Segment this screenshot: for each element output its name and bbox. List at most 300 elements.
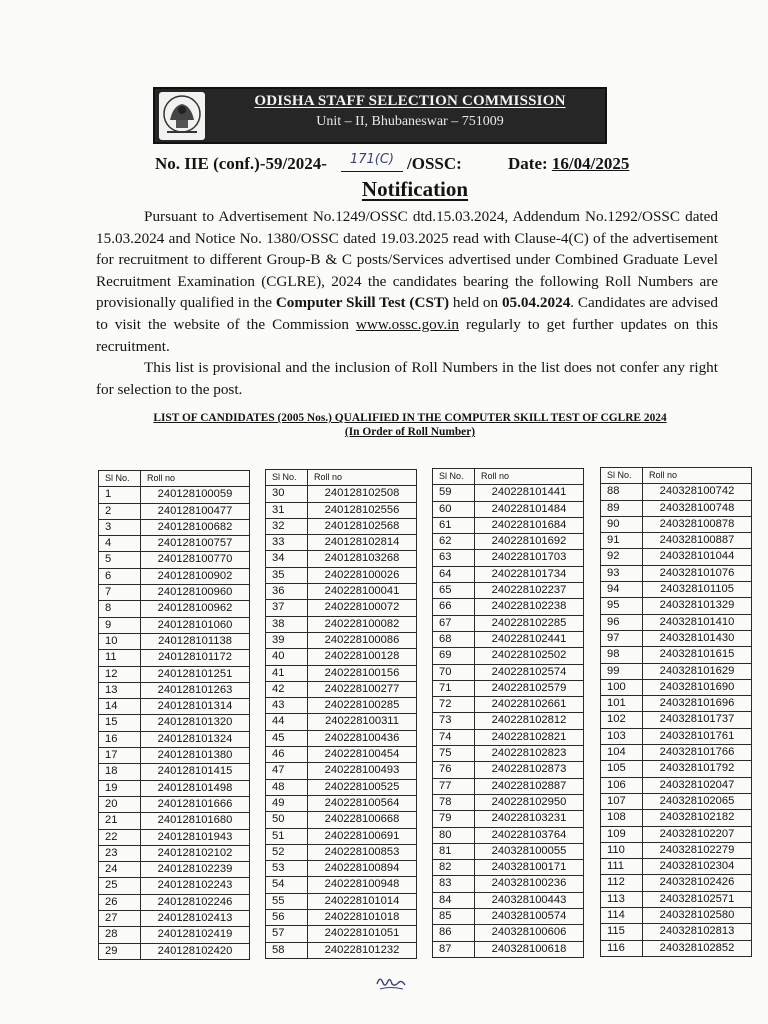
serial-number: 81 — [433, 843, 475, 859]
roll-number: 240328101690 — [643, 679, 752, 695]
serial-number: 32 — [266, 518, 308, 534]
table-row — [601, 761, 752, 777]
serial-number: 43 — [266, 698, 308, 714]
roll-number: 240328101696 — [643, 696, 752, 712]
reference-number: No. IIE (conf.)-59/2024- — [155, 154, 327, 173]
table-row — [266, 730, 417, 746]
table-row — [99, 601, 250, 617]
roll-number: 240228100086 — [308, 632, 417, 648]
table-row — [266, 567, 417, 583]
serial-number: 44 — [266, 714, 308, 730]
serial-number: 6 — [99, 568, 141, 584]
roll-number: 240328102571 — [643, 891, 752, 907]
table-row — [433, 860, 584, 876]
table-header — [99, 471, 250, 487]
table-row — [266, 942, 417, 958]
roll-number: 240328102207 — [643, 826, 752, 842]
roll-number: 240128102102 — [141, 845, 250, 861]
serial-number: 76 — [433, 762, 475, 778]
serial-number: 12 — [99, 666, 141, 682]
table-row — [601, 582, 752, 598]
table-row — [266, 681, 417, 697]
roll-number: 240228102887 — [475, 778, 584, 794]
serial-number: 8 — [99, 601, 141, 617]
roll-number: 240328101629 — [643, 663, 752, 679]
roll-number: 240128102814 — [308, 535, 417, 551]
serial-number: 113 — [601, 891, 643, 907]
table-row — [266, 877, 417, 893]
column-header-roll: Roll no — [475, 469, 584, 485]
table-row — [266, 893, 417, 909]
table-row — [99, 764, 250, 780]
serial-number: 42 — [266, 681, 308, 697]
table-row — [601, 484, 752, 500]
table-row — [433, 909, 584, 925]
roll-table-4 — [600, 467, 752, 957]
roll-number: 240128101324 — [141, 731, 250, 747]
roll-number: 240328102304 — [643, 859, 752, 875]
list-subtitle: (In Order of Roll Number) — [344, 426, 476, 438]
serial-number: 15 — [99, 715, 141, 731]
roll-number: 240228103764 — [475, 827, 584, 843]
table-row — [601, 647, 752, 663]
column-header-sl: Sl No. — [99, 471, 141, 487]
roll-number: 240228100285 — [308, 698, 417, 714]
roll-number: 240328102852 — [643, 940, 752, 956]
roll-number: 240228101692 — [475, 534, 584, 550]
roll-number: 240128102246 — [141, 894, 250, 910]
table-row — [601, 516, 752, 532]
roll-number: 240128102239 — [141, 862, 250, 878]
serial-number: 71 — [433, 680, 475, 696]
table-row — [266, 584, 417, 600]
serial-number: 104 — [601, 745, 643, 761]
table-row — [433, 501, 584, 517]
serial-number: 64 — [433, 566, 475, 582]
serial-number: 77 — [433, 778, 475, 794]
table-row — [433, 729, 584, 745]
roll-number: 240228102237 — [475, 583, 584, 599]
roll-number: 240128101172 — [141, 650, 250, 666]
roll-number: 240128102556 — [308, 502, 417, 518]
table-row — [99, 585, 250, 601]
roll-number: 240328102047 — [643, 777, 752, 793]
roll-number: 240328100236 — [475, 876, 584, 892]
roll-number: 240228101703 — [475, 550, 584, 566]
roll-number: 240228100311 — [308, 714, 417, 730]
serial-number: 66 — [433, 599, 475, 615]
serial-number: 87 — [433, 941, 475, 957]
serial-number: 67 — [433, 615, 475, 631]
roll-number: 240128100682 — [141, 519, 250, 535]
handwritten-reference: 171(C) — [341, 152, 403, 172]
serial-number: 46 — [266, 747, 308, 763]
roll-number: 240328101076 — [643, 565, 752, 581]
serial-number: 109 — [601, 826, 643, 842]
roll-number: 240328101737 — [643, 712, 752, 728]
serial-number: 112 — [601, 875, 643, 891]
serial-number: 60 — [433, 501, 475, 517]
roll-number: 240128101314 — [141, 699, 250, 715]
serial-number: 21 — [99, 813, 141, 829]
roll-number: 240128101498 — [141, 780, 250, 796]
serial-number: 56 — [266, 910, 308, 926]
serial-number: 108 — [601, 810, 643, 826]
serial-number: 70 — [433, 664, 475, 680]
roll-number: 240228102574 — [475, 664, 584, 680]
table-row — [99, 748, 250, 764]
table-row — [266, 632, 417, 648]
table-row — [433, 794, 584, 810]
table-row — [601, 891, 752, 907]
serial-number: 30 — [266, 486, 308, 502]
table-row — [99, 796, 250, 812]
roll-number: 240328101615 — [643, 647, 752, 663]
serial-number: 4 — [99, 536, 141, 552]
roll-number: 240228101684 — [475, 517, 584, 533]
roll-number: 240228100691 — [308, 828, 417, 844]
roll-number: 240228102285 — [475, 615, 584, 631]
website-link[interactable]: www.ossc.gov.in — [355, 315, 459, 333]
serial-number: 10 — [99, 633, 141, 649]
list-title: LIST OF CANDIDATES (2005 Nos.) QUALIFIED IN THE COMPUTER SKILL TEST OF CGLRE 2024 — [153, 412, 667, 424]
roll-number: 240328100606 — [475, 925, 584, 941]
serial-number: 23 — [99, 845, 141, 861]
roll-number: 240128102413 — [141, 911, 250, 927]
table-row — [433, 648, 584, 664]
table-row — [433, 925, 584, 941]
table-row — [601, 728, 752, 744]
roll-number: 240328101761 — [643, 728, 752, 744]
table-header — [266, 470, 417, 486]
roll-number: 240328100171 — [475, 860, 584, 876]
serial-number: 91 — [601, 533, 643, 549]
serial-number: 57 — [266, 926, 308, 942]
serial-number: 49 — [266, 795, 308, 811]
roll-number: 240228102873 — [475, 762, 584, 778]
roll-number: 240228100853 — [308, 844, 417, 860]
table-row — [601, 810, 752, 826]
table-row — [601, 777, 752, 793]
roll-number: 240228102823 — [475, 746, 584, 762]
roll-number: 240128102243 — [141, 878, 250, 894]
column-header-sl: Sl No. — [266, 470, 308, 486]
serial-number: 20 — [99, 796, 141, 812]
roll-number: 240328100443 — [475, 892, 584, 908]
table-row — [601, 533, 752, 549]
serial-number: 89 — [601, 500, 643, 516]
roll-number: 240328102182 — [643, 810, 752, 826]
table-row — [601, 745, 752, 761]
serial-number: 31 — [266, 502, 308, 518]
table-row — [433, 762, 584, 778]
table-row — [601, 549, 752, 565]
date-value: 16/04/2025 — [551, 154, 630, 173]
table-row — [433, 941, 584, 957]
serial-number: 102 — [601, 712, 643, 728]
paragraph-disclaimer: This list is provisional and the inclusion of Roll Numbers in the list does not confer any right for selection to the post. — [96, 359, 718, 398]
paragraph-text: . Candidates are advised to visit the website of the Commission — [96, 294, 718, 333]
table-row — [266, 698, 417, 714]
table-row — [266, 828, 417, 844]
table-row — [99, 682, 250, 698]
table-row — [601, 500, 752, 516]
organization-name: ODISHA STAFF SELECTION COMMISSION — [254, 93, 566, 109]
serial-number: 92 — [601, 549, 643, 565]
column-header-sl: Sl No. — [433, 469, 475, 485]
serial-number: 62 — [433, 534, 475, 550]
serial-number: 22 — [99, 829, 141, 845]
roll-number: 240128101320 — [141, 715, 250, 731]
roll-number: 240328102065 — [643, 793, 752, 809]
table-row — [99, 715, 250, 731]
table-row — [601, 859, 752, 875]
table-row — [601, 924, 752, 940]
serial-number: 39 — [266, 632, 308, 648]
serial-number: 36 — [266, 584, 308, 600]
table-row — [99, 568, 250, 584]
roll-number: 240128102419 — [141, 927, 250, 943]
table-row — [433, 697, 584, 713]
table-row — [601, 826, 752, 842]
list-heading — [60, 411, 760, 439]
serial-number: 94 — [601, 582, 643, 598]
organization-unit: Unit – II, Bhubaneswar – 751009 — [316, 114, 504, 129]
roll-number: 240128102568 — [308, 518, 417, 534]
table-row — [99, 699, 250, 715]
table-header — [433, 469, 584, 485]
roll-number: 240328101105 — [643, 582, 752, 598]
serial-number: 78 — [433, 794, 475, 810]
roll-number: 240228100277 — [308, 681, 417, 697]
roll-number: 240228100668 — [308, 812, 417, 828]
serial-number: 27 — [99, 911, 141, 927]
table-row — [266, 763, 417, 779]
serial-number: 82 — [433, 860, 475, 876]
serial-number: 97 — [601, 630, 643, 646]
table-row — [433, 778, 584, 794]
table-row — [601, 908, 752, 924]
roll-number: 240228100564 — [308, 795, 417, 811]
roll-number: 240228101232 — [308, 942, 417, 958]
table-row — [266, 795, 417, 811]
header-banner — [153, 87, 607, 144]
serial-number: 18 — [99, 764, 141, 780]
serial-number: 9 — [99, 617, 141, 633]
serial-number: 55 — [266, 893, 308, 909]
serial-number: 59 — [433, 485, 475, 501]
roll-number: 240228100894 — [308, 861, 417, 877]
roll-number: 240128100757 — [141, 536, 250, 552]
roll-number: 240328102426 — [643, 875, 752, 891]
roll-number: 240228102950 — [475, 794, 584, 810]
serial-number: 35 — [266, 567, 308, 583]
roll-number: 240228100454 — [308, 747, 417, 763]
roll-number: 240228101018 — [308, 910, 417, 926]
serial-number: 51 — [266, 828, 308, 844]
serial-number: 73 — [433, 713, 475, 729]
table-row — [433, 876, 584, 892]
roll-number: 240228100082 — [308, 616, 417, 632]
serial-number: 106 — [601, 777, 643, 793]
table-row — [601, 630, 752, 646]
table-row — [601, 842, 752, 858]
table-row — [601, 875, 752, 891]
roll-number: 240128103268 — [308, 551, 417, 567]
table-row — [99, 943, 250, 959]
roll-number: 240328102580 — [643, 908, 752, 924]
table-row — [601, 679, 752, 695]
serial-number: 25 — [99, 878, 141, 894]
serial-number: 48 — [266, 779, 308, 795]
roll-number: 240228103231 — [475, 811, 584, 827]
roll-table-1 — [98, 470, 250, 960]
table-row — [99, 487, 250, 503]
roll-number: 240328101410 — [643, 614, 752, 630]
roll-number: 240228102579 — [475, 680, 584, 696]
table-row — [99, 731, 250, 747]
roll-number: 240128102508 — [308, 486, 417, 502]
table-row — [99, 780, 250, 796]
roll-number: 240328101044 — [643, 549, 752, 565]
table-row — [601, 663, 752, 679]
table-row — [433, 615, 584, 631]
table-row — [266, 747, 417, 763]
roll-number: 240228100525 — [308, 779, 417, 795]
cst-bold: Computer Skill Test (CST) — [275, 294, 450, 312]
table-row — [433, 746, 584, 762]
serial-number: 95 — [601, 598, 643, 614]
roll-number: 240228100948 — [308, 877, 417, 893]
roll-number: 240128100770 — [141, 552, 250, 568]
serial-number: 50 — [266, 812, 308, 828]
table-row — [601, 565, 752, 581]
serial-number: 74 — [433, 729, 475, 745]
serial-number: 5 — [99, 552, 141, 568]
serial-number: 116 — [601, 940, 643, 956]
serial-number: 98 — [601, 647, 643, 663]
table-row — [601, 793, 752, 809]
column-header-sl: Sl No. — [601, 468, 643, 484]
column-header-roll: Roll no — [643, 468, 752, 484]
roll-number: 240328102813 — [643, 924, 752, 940]
table-row — [433, 566, 584, 582]
roll-number: 240328100055 — [475, 843, 584, 859]
serial-number: 7 — [99, 585, 141, 601]
roll-number: 240228100156 — [308, 665, 417, 681]
serial-number: 69 — [433, 648, 475, 664]
serial-number: 45 — [266, 730, 308, 746]
table-row — [601, 696, 752, 712]
reference-suffix: /OSSC: — [407, 154, 462, 173]
table-row — [266, 812, 417, 828]
serial-number: 41 — [266, 665, 308, 681]
table-row — [99, 927, 250, 943]
table-row — [433, 534, 584, 550]
column-header-roll: Roll no — [141, 471, 250, 487]
serial-number: 65 — [433, 583, 475, 599]
roll-number: 240228100128 — [308, 649, 417, 665]
roll-number: 240128101060 — [141, 617, 250, 633]
roll-number: 240328101766 — [643, 745, 752, 761]
serial-number: 47 — [266, 763, 308, 779]
roll-number: 240128100960 — [141, 585, 250, 601]
serial-number: 28 — [99, 927, 141, 943]
table-row — [433, 485, 584, 501]
roll-number: 240228100072 — [308, 600, 417, 616]
serial-number: 2 — [99, 503, 141, 519]
table-row — [266, 649, 417, 665]
table-row — [433, 827, 584, 843]
roll-number: 240328102279 — [643, 842, 752, 858]
serial-number: 96 — [601, 614, 643, 630]
serial-number: 111 — [601, 859, 643, 875]
table-header — [601, 468, 752, 484]
table-row — [266, 600, 417, 616]
notification-body — [96, 206, 718, 400]
serial-number: 90 — [601, 516, 643, 532]
roll-number: 240328100618 — [475, 941, 584, 957]
notification-date — [508, 154, 629, 174]
serial-number: 84 — [433, 892, 475, 908]
serial-number: 33 — [266, 535, 308, 551]
serial-number: 99 — [601, 663, 643, 679]
serial-number: 105 — [601, 761, 643, 777]
test-date-bold: 05.04.2024 — [501, 294, 571, 312]
table-row — [99, 536, 250, 552]
table-row — [99, 552, 250, 568]
table-row — [433, 550, 584, 566]
roll-number: 240228102812 — [475, 713, 584, 729]
roll-number: 240228101441 — [475, 485, 584, 501]
serial-number: 29 — [99, 943, 141, 959]
roll-number: 240128101263 — [141, 682, 250, 698]
serial-number: 54 — [266, 877, 308, 893]
serial-number: 14 — [99, 699, 141, 715]
roll-number: 240228101051 — [308, 926, 417, 942]
table-row — [433, 892, 584, 908]
roll-number: 240228101734 — [475, 566, 584, 582]
table-row — [99, 666, 250, 682]
roll-number: 240228100436 — [308, 730, 417, 746]
column-header-roll: Roll no — [308, 470, 417, 486]
table-row — [99, 633, 250, 649]
serial-number: 1 — [99, 487, 141, 503]
serial-number: 40 — [266, 649, 308, 665]
roll-number: 240128101943 — [141, 829, 250, 845]
roll-number: 240328100742 — [643, 484, 752, 500]
paragraph-text: Pursuant to Advertisement No.1249/OSSC dtd.15.03.2024, Addendum No.1292/OSSC dated 15.03.2024 and Notice No. 1380/OSSC dated 19.03.2025 read with Clause-4(C) of the advertisement for recruitment to different Group-B & C posts/Services advertised under Combined Graduate Level Recruitment Examination (CGLRE), 2024 the candidates bearing the following Roll Numbers are provisionally qualified in the — [96, 208, 718, 312]
table-row — [433, 713, 584, 729]
table-row — [266, 535, 417, 551]
roll-number: 240128100962 — [141, 601, 250, 617]
roll-number: 240128100477 — [141, 503, 250, 519]
serial-number: 63 — [433, 550, 475, 566]
roll-number: 240228102821 — [475, 729, 584, 745]
serial-number: 103 — [601, 728, 643, 744]
roll-number: 240328100748 — [643, 500, 752, 516]
roll-number: 240328100887 — [643, 533, 752, 549]
roll-number: 240128101680 — [141, 813, 250, 829]
roll-number: 240328101792 — [643, 761, 752, 777]
table-row — [266, 779, 417, 795]
table-row — [601, 614, 752, 630]
serial-number: 24 — [99, 862, 141, 878]
serial-number: 79 — [433, 811, 475, 827]
roll-number: 240228100041 — [308, 584, 417, 600]
table-row — [601, 598, 752, 614]
table-row — [266, 518, 417, 534]
